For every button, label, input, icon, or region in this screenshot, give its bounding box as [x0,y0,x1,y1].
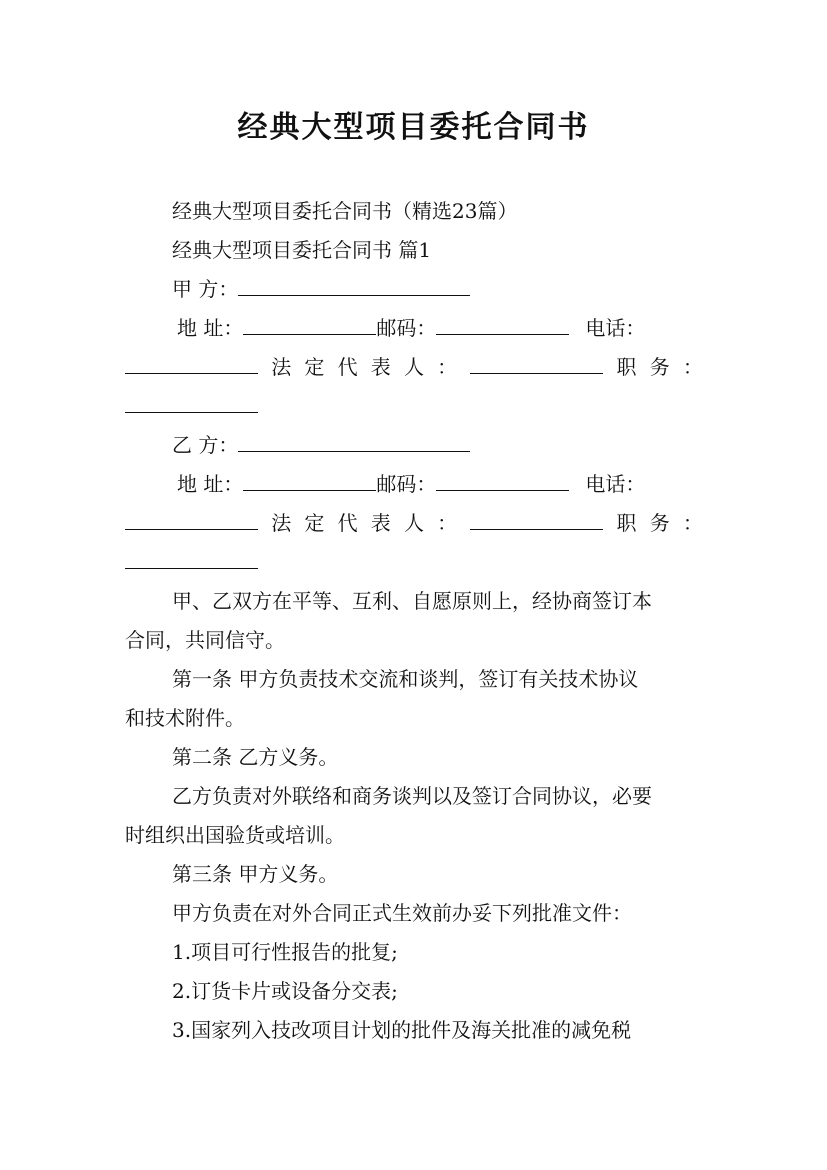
article-3-heading: 第三条 甲方义务。 [172,862,339,886]
rep-char: 法 [271,511,292,535]
list-item: 1.项目可行性报告的批复; [172,940,398,964]
rep-char: ： [437,355,458,379]
duty-char: ： [682,511,703,535]
duty-char: 务 [649,355,670,379]
article-2-heading: 第二条 乙方义务。 [172,745,339,769]
party-a-phone-label: 电话： [585,316,646,340]
article-3-text: 甲方负责在对外合同正式生效前办妥下列批准文件： [172,901,632,925]
rep-char: 定 [304,511,325,535]
party-b-phone-blank [125,509,258,530]
article-2-line2: 时组织出国验货或培训。 [125,823,345,847]
article-1-line2: 和技术附件。 [125,706,245,730]
party-b-postcode-label: 邮码： [376,472,437,496]
party-a-postcode-blank [436,314,569,335]
party-b-blank [238,431,470,452]
list-item: 3.国家列入技改项目计划的批件及海关批准的减免税 [172,1018,632,1042]
party-a-blank [238,275,470,296]
rep-char: 人 [403,511,424,535]
party-b-duty-line [125,548,703,576]
party-a-rep-blank [470,353,603,374]
document-title: 经典大型项目委托合同书 [237,110,590,145]
party-a-address-label: 地 址： [177,316,244,340]
paragraph-intro-line2: 合同，共同信守。 [125,628,285,652]
rep-char: 代 [337,355,358,379]
duty-char: ： [682,355,703,379]
section-heading: 经典大型项目委托合同书 篇1 [172,238,432,262]
party-a-duty-blank [125,392,258,413]
party-b-address-label: 地 址： [177,472,244,496]
party-a-address-line [125,314,703,342]
article-2-line1: 乙方负责对外联络和商务谈判以及签订合同协议，必要 [172,784,652,808]
party-b-rep-line [125,509,703,537]
party-b-postcode-blank [436,470,569,491]
party-a-rep-line [125,353,703,381]
party-b-address-blank [243,470,376,491]
rep-char: 人 [403,355,424,379]
rep-char: 表 [370,511,391,535]
party-a-label: 甲 方： [172,277,239,301]
party-a-phone-blank [125,353,258,374]
party-a-duty-line [125,392,703,420]
party-b-duty-blank [125,548,258,569]
party-a-address-blank [243,314,376,335]
party-b-phone-label: 电话： [585,472,646,496]
article-1-line1: 第一条 甲方负责技术交流和谈判，签订有关技术协议 [172,667,639,691]
party-a-postcode-label: 邮码： [376,316,437,340]
rep-char: ： [437,511,458,535]
rep-char: 法 [271,355,292,379]
party-a-line [172,275,703,303]
list-item: 2.订货卡片或设备分交表; [172,979,398,1003]
rep-char: 代 [337,511,358,535]
party-b-address-line [125,470,703,498]
paragraph-intro-line1: 甲、乙双方在平等、互利、自愿原则上，经协商签订本 [172,589,652,613]
duty-char: 职 [616,355,637,379]
duty-char: 务 [649,511,670,535]
rep-char: 表 [370,355,391,379]
duty-char: 职 [616,511,637,535]
rep-char: 定 [304,355,325,379]
party-b-line [172,431,703,459]
party-b-label: 乙 方： [172,433,239,457]
party-b-rep-blank [470,509,603,530]
doc-subtitle: 经典大型项目委托合同书（精选23篇） [172,199,518,223]
